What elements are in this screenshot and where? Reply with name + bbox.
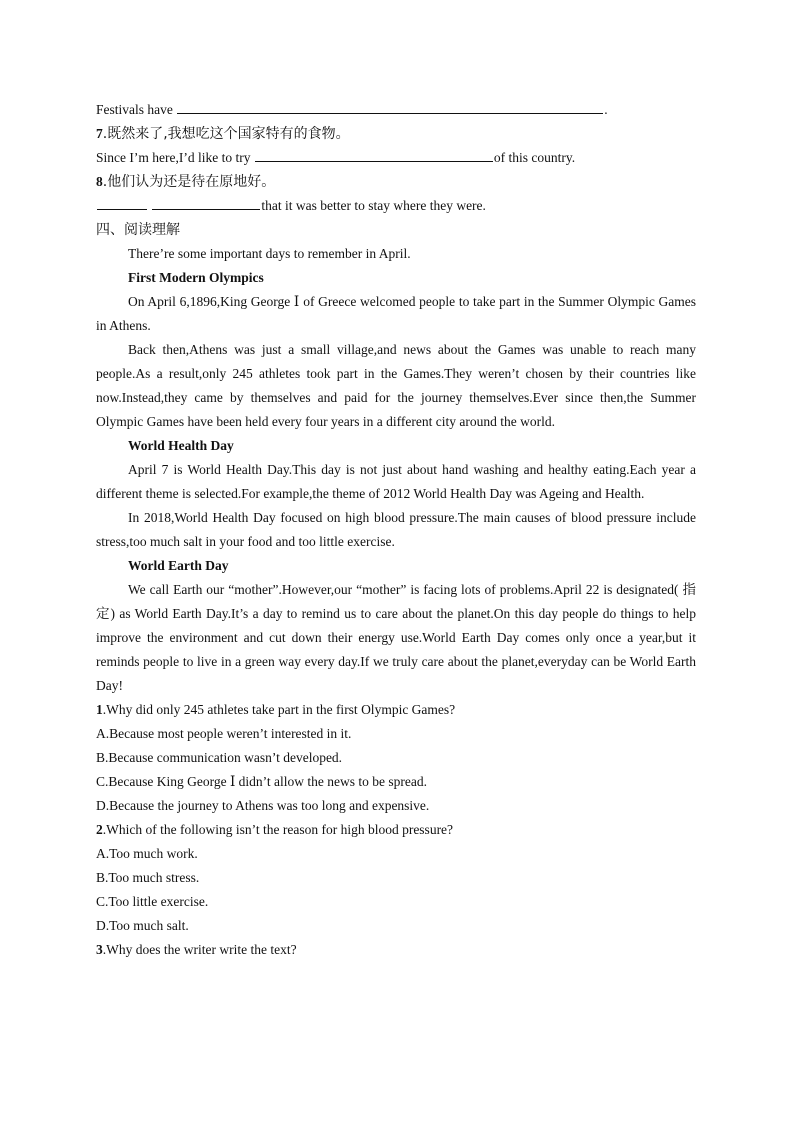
answer-option[interactable]: A.Too much work. xyxy=(96,846,198,861)
passage-heading: World Earth Day xyxy=(128,558,229,573)
item6-continuation xyxy=(96,98,696,122)
item7-chinese-text: .既然来了,我想吃这个国家特有的食物。 xyxy=(102,126,350,142)
passage-paragraph: On April 6,1896,King George Ⅰ of Greece welcomed people to take part in the Summer Olympic Games in Athens. xyxy=(96,294,696,333)
passage-paragraph: In 2018,World Health Day focused on high blood pressure.The main causes of blood pressure include stress,too much salt in your food and too little exercise. xyxy=(96,510,696,549)
question-number: 1 xyxy=(96,702,103,717)
question-text: .Why does the writer write the text? xyxy=(102,942,297,957)
item6-suffix: . xyxy=(604,102,608,117)
question-stem xyxy=(96,698,696,722)
question-text: .Why did only 245 athletes take part in the first Olympic Games? xyxy=(102,702,456,717)
item8-suffix: that it was better to stay where they were. xyxy=(261,198,486,213)
item7-chinese xyxy=(96,122,696,146)
answer-option[interactable]: B.Because communication wasn’t developed. xyxy=(96,750,343,765)
item7-english xyxy=(96,146,696,170)
passage-paragraph: Back then,Athens was just a small village,and news about the Games was unable to reach many people.As a result,only 245 athletes took part in the Games.They weren’t chosen by their countries like now.Instead,they came by themselves and paid for the journey themselves.Ever since then,the Summer Olympic Games have been held every four years in a different city around the world. xyxy=(96,342,696,429)
question-number: 3 xyxy=(96,942,103,957)
answer-option[interactable]: D.Because the journey to Athens was too long and expensive. xyxy=(96,798,430,813)
answer-option[interactable]: C.Too little exercise. xyxy=(96,894,209,909)
answer-blank[interactable] xyxy=(97,195,147,210)
item7-prefix: Since I’m here,I’d like to try xyxy=(96,150,251,165)
passage-paragraph: April 7 is World Health Day.This day is not just about hand washing and healthy eating.Each year a different theme is selected.For example,the theme of 2012 World Health Day was Ageing and Health. xyxy=(96,462,696,501)
question-number: 2 xyxy=(96,822,103,837)
answer-option[interactable]: A.Because most people weren’t interested in it. xyxy=(96,726,352,741)
question-text: .Which of the following isn’t the reason for high blood pressure? xyxy=(102,822,454,837)
worksheet-page xyxy=(96,98,696,962)
passage-heading: World Health Day xyxy=(128,438,234,453)
answer-blank[interactable] xyxy=(177,99,603,114)
answer-option[interactable]: B.Too much stress. xyxy=(96,870,200,885)
answer-option[interactable]: D.Too much salt. xyxy=(96,918,189,933)
item8-chinese-text: .他们认为还是待在原地好。 xyxy=(102,174,276,190)
item-number: 7 xyxy=(96,126,103,141)
question-stem xyxy=(96,818,696,842)
section-title: 四、阅读理解 xyxy=(96,222,180,238)
passage-paragraph: We call Earth our “mother”.However,our “mother” is facing lots of problems.April 22 is designated( 指定) as World Earth Day.It’s a day to remind us to care about the planet.On this day people do things to help improve the environment and cut down their energy use.World Earth Day comes only once a year,but it reminds people to live in a green way every day.If we truly care about the planet,everyday can be World Earth Day! xyxy=(96,582,696,693)
question-stem xyxy=(96,938,696,962)
item-number: 8 xyxy=(96,174,103,189)
passage-heading: First Modern Olympics xyxy=(128,270,264,285)
item8-english xyxy=(96,194,696,218)
answer-blank[interactable] xyxy=(255,147,493,162)
answer-blank[interactable] xyxy=(152,195,260,210)
answer-option[interactable]: C.Because King George Ⅰ didn’t allow the news to be spread. xyxy=(96,774,428,789)
item6-prefix: Festivals have xyxy=(96,102,173,117)
item8-chinese xyxy=(96,170,696,194)
passage-intro: There’re some important days to remember in April. xyxy=(128,246,411,261)
item7-suffix: of this country. xyxy=(493,150,576,165)
